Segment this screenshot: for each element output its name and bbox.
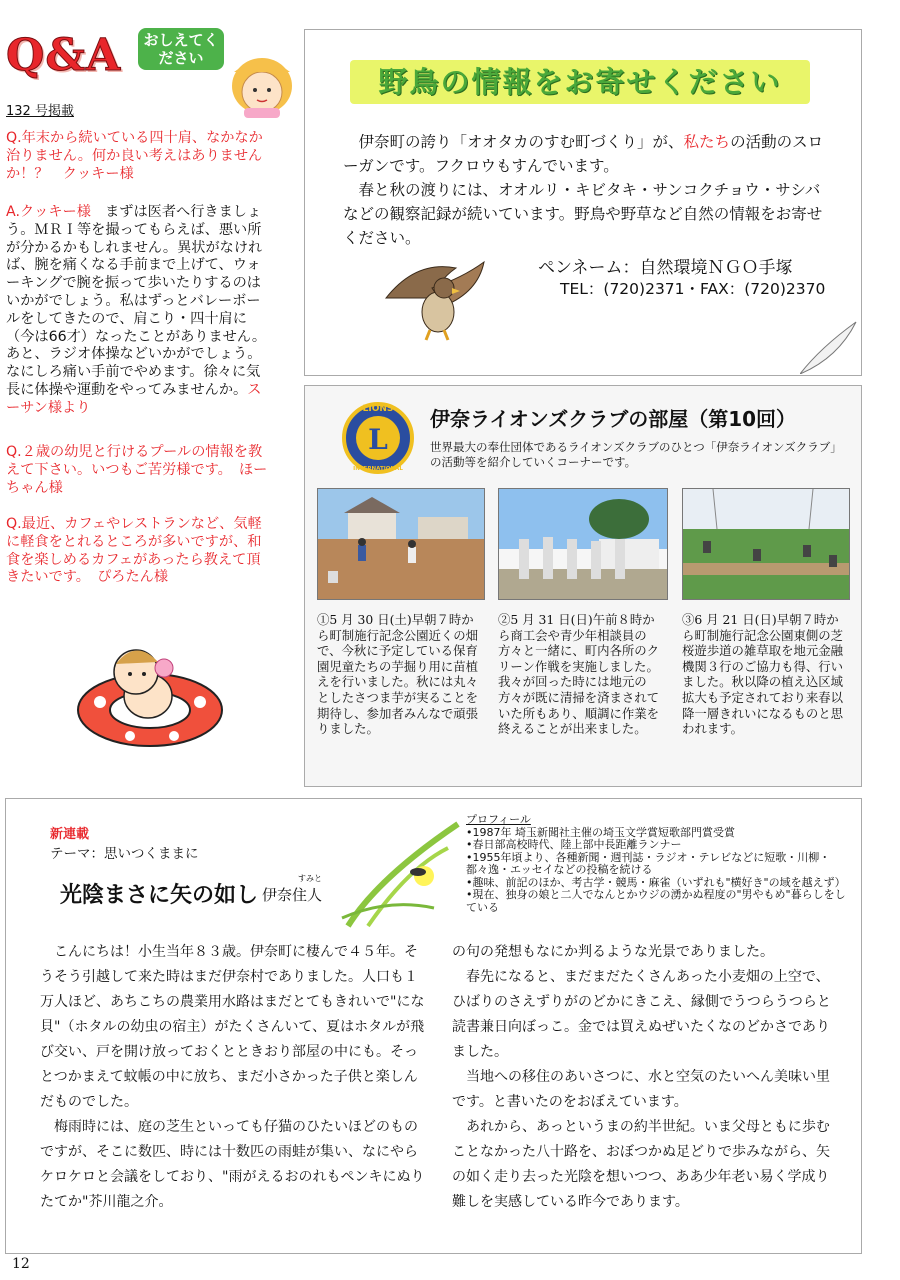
bird-penname: ペンネーム：自然環境ＮＧＯ手塚: [538, 258, 793, 278]
bird-p1-highlight: 私たち: [683, 133, 731, 151]
photo-weeding: [682, 488, 850, 600]
lions-logo-ring-text: INTERNATIONAL: [353, 466, 403, 472]
thinking-girl-icon: [218, 52, 300, 118]
qa-question-3: [6, 516, 274, 587]
qa-q1-text: Q.年末から続いている四十肩、なかなか治りません。何か良い考えはありませんか！？ クッキー様: [6, 130, 263, 182]
essay-paragraph: こんにちは！小生当年８３歳。伊奈町に棲んで４５年。そうそう引越して来た時はまだ伊奈村でありました。人口も１万人ほど、あちこちの農業用水路はまだとてもきれいで"にな貝"（ホタルの幼虫の宿主）がたくさんいて、夏はホタルが飛び交い、戸を開け放っておくとときおり部屋の中にも。そっとつかまえて蚊帳の中に放ち、まだ小さかった子供と楽しんだものでした。: [40, 944, 425, 1110]
essay-theme: テーマ：思いつくままに: [50, 846, 199, 862]
essay-author-ruby: すみと: [298, 874, 322, 883]
qa-a1-prefix: A.クッキー様: [6, 204, 91, 220]
lions-caption-2: ②5 月 31 日(日)午前８時から商工会や青少年相談員の方々と一緒に、町内各所のクリーン作戦を実施しました。我々が回った時には地元の方々が既に清掃を済まされていた所もあり、順調に作業を終えることが出来ました。: [498, 612, 660, 737]
lions-logo-letter: L: [368, 423, 388, 456]
essay-right-column: [452, 940, 842, 1215]
firefly-grass-icon: [338, 818, 468, 928]
profile-line: •現在、独身の娘と二人でなんとかウジの湧かぬ程度の"男やもめ"暮らしをしている: [466, 888, 846, 914]
bird-title-banner: [350, 60, 810, 104]
baby-swim-ring-icon: [70, 640, 230, 750]
profile-heading: プロフィール: [466, 813, 531, 826]
bird-title: 野鳥の情報をお寄せください: [378, 65, 782, 99]
bird-body: [343, 130, 833, 250]
lions-logo-text: LIONS: [362, 404, 394, 414]
essay-series-label: 新連載: [50, 827, 90, 842]
qa-a1-body: まずは医者へ行きましょう。ＭＲＩ等を撮ってもらえば、悪い所が分かるかもしれません。異状がなければ、腕を痛くなる手前まで上げて、ウォーキングで腕を振って歩いたりするのはいかがでしょう。私はずっとバレーボールをしてきたので、肩こり・四十肩に（今は66才）なったことがありません。あと、ラジオ体操などいかがでしょう。なにしろ痛い手前でやめます。徐々に気長に体操や運動をやってみませんか。: [6, 204, 267, 398]
lions-caption-3: ③6 月 21 日(日)早朝７時から町制施行記念公園東側の芝桜遊歩道の雑草取を地元金融機関３行のご協力も得、行いました。秋以降の植え込区域拡大も予定されており来春以降一層きれいになるものと思われます。: [682, 612, 844, 737]
qa-logo-subtitle: おしえてください: [138, 28, 224, 70]
lions-caption-1: ①5 月 30 日(土)早朝７時から町制施行記念公園近くの畑で、今秋に予定している保育園児童たちの芋掘り用に苗植えを行いました。秋には丸々としたさつま芋が実ることを期待し、参加者みんなで頑張りました。: [317, 612, 479, 737]
essay-paragraph: 当地への移住のあいさつに、水と空気のたいへん美味い里です。と書いたのをおぼえています。: [452, 1069, 830, 1110]
page-number: 12: [12, 1256, 30, 1272]
qa-q2-text: Q.２歳の幼児と行けるプールの情報を教えて下さい。いつもご苦労様です。 ほーちゃん様: [6, 444, 268, 496]
qa-q3-text: Q.最近、カフェやレストランなど、気軽に軽食をとれるところが多いですが、和食を楽しめるカフェがあったら教えて頂きたいです。 ぴろたん様: [6, 516, 262, 586]
essay-paragraph: 春先になると、まだまだたくさんあった小麦畑の上空で、ひばりのさえずりがのどかにきこえ、縁側でうつらうつらと読書兼日向ぼっこ。金では買えぬぜいたくなのどかさでありました。: [452, 969, 831, 1060]
hawk-icon: [380, 258, 490, 342]
profile-line: •春日部高校時代、陸上部中長距離ランナー: [466, 838, 682, 851]
qa-question-2: [6, 444, 274, 497]
essay-paragraph: あれから、あっというまの約半世紀。いま父母ともに歩むことなかった八十路を、おぼつかぬ足どりで歩みながら、矢の如く走り去った光陰を想いつつ、ああ少年老い易く学成り難しを実感している昨今であります。: [452, 1119, 830, 1210]
qa-answer-1: [6, 204, 274, 418]
lions-logo-icon: [336, 398, 420, 476]
essay-profile: [466, 814, 850, 914]
qa-issue-label: 132 号掲載: [6, 104, 74, 119]
bird-p1-a: 伊奈町の誇り「オオタカのすむ町づくり」が、: [358, 133, 684, 151]
qa-a1-signature: スーサン様より: [6, 381, 262, 416]
profile-line: •1987年 埼玉新聞社主催の埼玉文学賞短歌部門賞受賞: [466, 825, 735, 839]
profile-line: •趣味、前記のほか、考古学・競馬・麻雀（いずれも"横好き"の域を越えず）: [466, 875, 846, 889]
bird-p2: 春と秋の渡りには、オオルリ・キビタキ・サンコクチョウ・サシバなどの観察記録が続いています。野鳥や野草など自然の情報をお寄せください。: [343, 181, 823, 247]
essay-left-column: [40, 940, 430, 1215]
essay-paragraph: の句の発想もなにか判るような光景でありました。: [452, 944, 774, 960]
essay-paragraph: 梅雨時には、庭の芝生といっても仔猫のひたいほどのものですが、そこに数匹、時には十数匹の雨蛙が集い、なにやらケロケロと会議をしており、"雨がえるおのれもペンキにぬりたてか"芥川龍之介。: [40, 1119, 425, 1210]
qa-logo: Q&A: [6, 30, 122, 81]
photo-clean-up: [498, 488, 668, 600]
lions-description: 世界最大の奉仕団体であるライオンズクラブのひとつ「伊奈ライオンズクラブ」の活動等を紹介していくコーナーです。: [430, 440, 836, 469]
bird-contact: TEL：(720)2371・FAX：(720)2370: [560, 280, 826, 298]
essay-title: 光陰まさに矢の如し: [60, 883, 259, 908]
bird-p1-b: の活動のスローガンです。フクロウもすんでいます。: [343, 133, 824, 175]
lions-title: 伊奈ライオンズクラブの部屋（第10回）: [430, 407, 797, 431]
page-curl-icon: [800, 318, 860, 374]
qa-question-1: [6, 130, 274, 183]
profile-line: •1955年頃より、各種新聞・週刊誌・ラジオ・テレビなどに短歌・川柳・都々逸・エッセイなどの投稿を続ける: [466, 850, 831, 876]
photo-planting: [317, 488, 485, 600]
essay-author: 伊奈住人: [262, 886, 323, 904]
